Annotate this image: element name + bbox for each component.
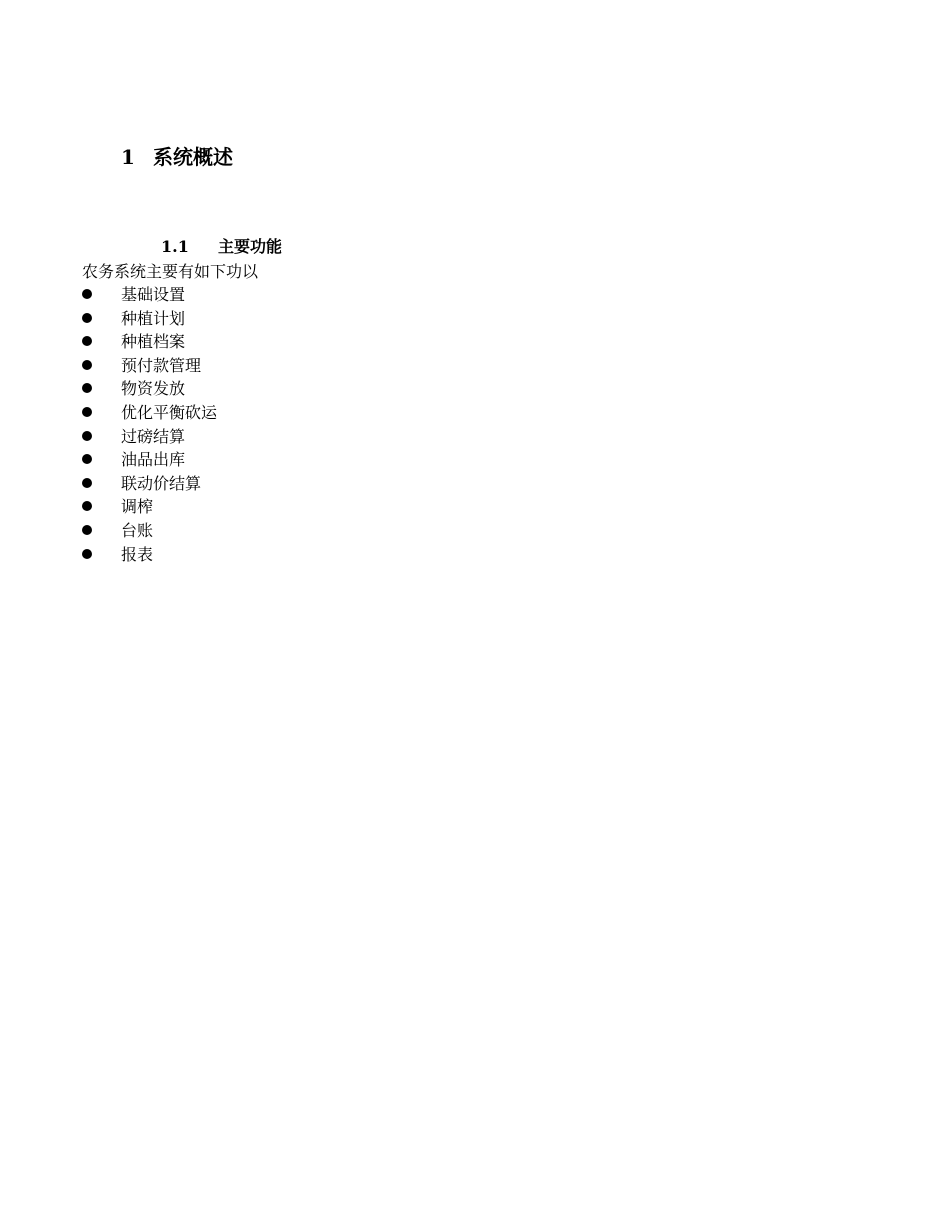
bullet-icon — [82, 501, 92, 511]
section-heading — [121, 143, 233, 171]
list-item-label: 种植计划 — [121, 308, 186, 328]
bullet-icon — [82, 454, 92, 464]
subsection-title: 主要功能 — [218, 237, 283, 256]
list-item-label: 预付款管理 — [121, 355, 202, 375]
list-item-label: 优化平衡砍运 — [121, 402, 218, 422]
bullet-icon — [82, 549, 92, 559]
bullet-icon — [82, 525, 92, 535]
list-item-label: 基础设置 — [121, 285, 186, 304]
intro-paragraph: 农务系统主要有如下功以 — [82, 262, 259, 281]
list-item-label: 调榨 — [121, 497, 154, 517]
subsection-number: 1.1 — [161, 237, 189, 256]
list-item-label: 油品出库 — [121, 450, 186, 470]
list-item-label: 联动价结算 — [121, 473, 202, 493]
list-item-label: 台账 — [121, 520, 154, 540]
bullet-icon — [82, 383, 92, 393]
section-title: 系统概述 — [153, 145, 233, 169]
bullet-icon — [82, 313, 92, 323]
bullet-icon — [82, 289, 92, 299]
bullet-icon — [82, 431, 92, 441]
bullet-icon — [82, 360, 92, 370]
list-item-label: 过磅结算 — [121, 426, 186, 446]
bullet-icon — [82, 407, 92, 417]
bullet-icon — [82, 336, 92, 346]
list-item-label: 物资发放 — [121, 379, 186, 399]
bullet-icon — [82, 478, 92, 488]
list-item-label: 报表 — [121, 544, 154, 564]
subsection-heading — [161, 235, 282, 259]
list-item-label: 种植档案 — [121, 332, 186, 352]
section-number: 1 — [121, 145, 135, 169]
